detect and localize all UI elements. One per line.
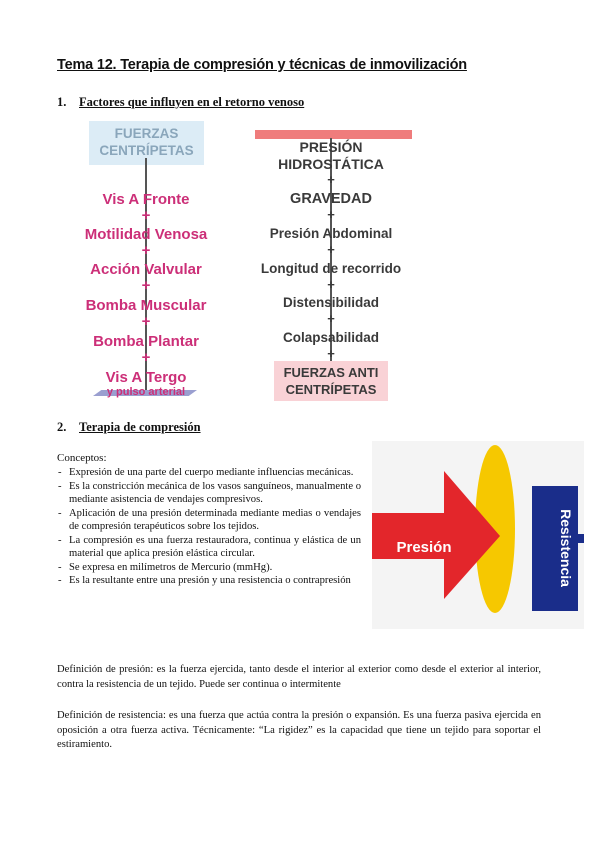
resistance-stub [578,534,584,543]
plus-sign: + [141,242,151,259]
hydrostatic-pressure-header [221,139,441,173]
concept-item: - Se expresa en milímetros de Mercurio (mmHg). [57,561,361,575]
plus-sign: + [327,242,335,257]
section2-title: Terapia de compresión [79,420,201,434]
plus-sign: + [141,313,151,330]
pressure-resistance-diagram [372,441,584,629]
item-presion-abdominal: Presión Abdominal [269,226,393,241]
plus-sign: + [327,172,335,187]
resistance-label: Resistencia [558,509,574,587]
item-vis-a-fronte: Vis A Fronte [102,191,190,208]
item-vis-a-tergo: Vis A Tergo [105,369,187,386]
concept-item: - Es la resultante entre una presión y una resistencia o contrapresión [57,574,361,588]
hydrostatic-header-bar [255,130,412,139]
pressure-resistance-graphic [372,441,584,629]
item-accion-valvular: Acción Valvular [90,261,202,278]
centripetal-header-line1: FUERZAS [114,126,179,141]
pressure-label: Presión [396,539,452,556]
plus-sign: + [141,349,151,366]
item-bomba-plantar: Bomba Plantar [93,333,199,350]
plus-sign: + [327,311,335,326]
anti-centripetal-line2: CENTRÍPETAS [285,382,377,397]
concept-item: - Es la constricción mecánica de los vasos sanguíneos, manualmente o mediante asistencia de vendajes compresivos. [57,480,361,507]
concepts-label: Conceptos: [57,452,107,464]
hydrostatic-header-line2: HIDROSTÁTICA [278,156,384,172]
item-motilidad-venosa: Motilidad Venosa [84,226,208,243]
item-distensibilidad: Distensibilidad [282,295,380,310]
section2-number: 2. [57,420,67,434]
concepts-list [57,466,361,588]
section1-number: 1. [57,95,67,109]
section1-title: Factores que influyen en el retorno venoso [79,95,305,109]
concept-item: - Expresión de una parte del cuerpo mediante influencias mecánicas. [57,466,361,480]
plus-sign: + [141,207,151,224]
concept-item: - Aplicación de una presión determinada mediante medias o vendajes de compresión terapéuticos sobre los tejidos. [57,507,361,534]
item-colapsabilidad: Colapsabilidad [282,330,380,345]
plus-sign: + [141,277,151,294]
centripetal-header-line2: CENTRÍPETAS [99,143,194,158]
plus-sign: + [327,207,335,222]
section1-heading [57,95,304,110]
plus-sign: + [327,346,335,361]
resistance-definition: Definición de resistencia: es una fuerza que actúa contra la presión o expansión. Es una fuerza pasiva ejercida en oposición a otra fuerza activa. Técnicamente: “La rigidez” es la capacidad que tiene un tejido para soportar el estiramiento. [57,710,541,750]
section2-heading [57,420,201,435]
item-bomba-muscular: Bomba Muscular [85,297,207,314]
venous-return-diagram [75,118,425,408]
item-pulso-arterial: y pulso arterial [106,386,186,398]
plus-sign: + [327,277,335,292]
anti-centripetal-line1: FUERZAS ANTI [283,365,379,380]
pressure-definition: Definición de presión: es la fuerza ejercida, tanto desde el interior al exterior como desde el exterior al interior, contra la resistencia de un tejido. Puede ser continua o intermitente [57,664,541,690]
item-gravedad: GRAVEDAD [290,191,372,207]
document-title: Tema 12. Terapia de compresión y técnicas de inmovilización [57,57,467,73]
hydrostatic-header-line1: PRESIÓN [299,139,363,155]
concept-item: - La compresión es una fuerza restauradora, continua y elástica de un material que aplica presión elástica circular. [57,534,361,561]
item-longitud-recorrido: Longitud de recorrido [260,261,402,276]
anti-centripetal-forces-box [274,361,388,401]
